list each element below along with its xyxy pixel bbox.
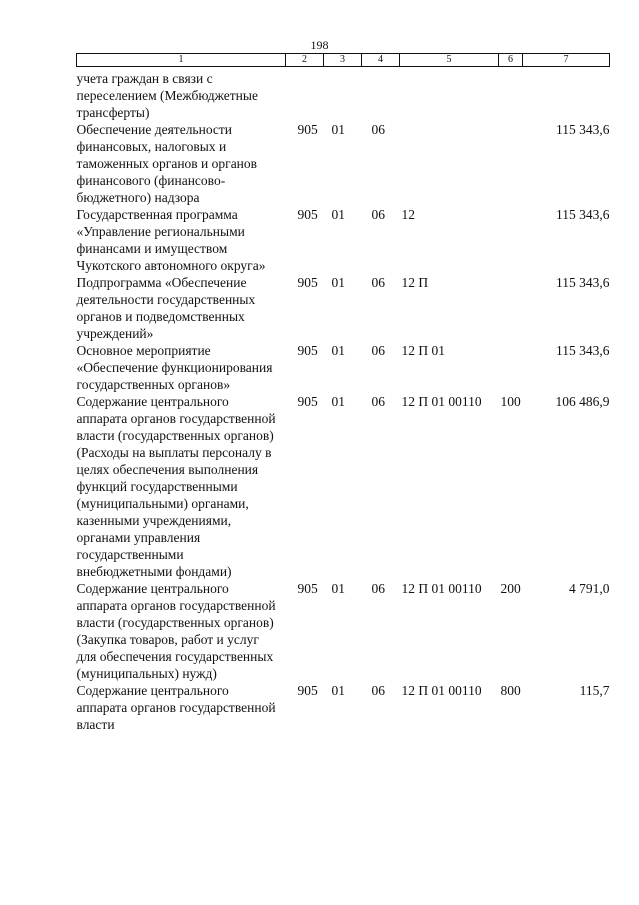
row-description: Подпрограмма «Обеспечение деятельности государственных органов и подведомственных учреждений» — [76, 275, 256, 341]
target-item-code: 12 П 01 00110 — [401, 394, 482, 409]
column-header: 4 — [362, 54, 400, 67]
ministry-code: 905 — [297, 275, 318, 290]
amount-value: 4 791,0 — [569, 581, 610, 596]
ministry-code: 905 — [297, 683, 318, 698]
subsection-code: 06 — [371, 343, 385, 358]
target-item-code — [400, 121, 499, 206]
section-code: 01 — [331, 394, 345, 409]
row-description: Государственная программа «Управление региональными финансами и имуществом Чукотского автономного округа» — [76, 207, 266, 273]
target-item-code: 12 — [401, 207, 415, 222]
page-number: 198 — [310, 38, 329, 52]
amount-value — [523, 67, 610, 122]
ministry-code: 905 — [297, 343, 318, 358]
table-row — [77, 393, 610, 580]
column-header: 1 — [77, 54, 286, 67]
section-code — [324, 67, 362, 122]
table-header-row — [77, 54, 610, 67]
ministry-code: 905 — [297, 207, 318, 222]
subsection-code — [362, 67, 400, 122]
ministry-code: 905 — [297, 581, 318, 596]
section-code: 01 — [331, 343, 345, 358]
column-header: 6 — [499, 54, 523, 67]
ministry-code: 905 — [297, 394, 318, 409]
budget-table — [76, 53, 610, 733]
section-code: 01 — [331, 207, 345, 222]
section-code: 01 — [331, 581, 345, 596]
row-description: учета граждан в связи с переселением (Межбюджетные трансферты) — [76, 71, 258, 120]
table-row — [77, 580, 610, 682]
row-description: Содержание центрального аппарата органов государственной власти (государственных органов) (Расходы на выплаты персоналу в целях обеспечения выполнения функций государственными (муниципальными) органами, казенными учреждениями, органами управления государственными внебюджетными фондами) — [76, 394, 276, 579]
subsection-code: 06 — [371, 683, 385, 698]
section-code: 01 — [331, 122, 345, 137]
ministry-code — [286, 67, 324, 122]
expense-type-code — [499, 342, 523, 393]
table-row — [77, 342, 610, 393]
subsection-code: 06 — [371, 122, 385, 137]
row-description: Основное мероприятие «Обеспечение функционирования государственных органов» — [76, 343, 273, 392]
section-code: 01 — [331, 275, 345, 290]
target-item-code: 12 П — [401, 275, 429, 290]
amount-value: 115 343,6 — [556, 343, 610, 358]
amount-value: 115,7 — [579, 683, 610, 698]
row-description: Обеспечение деятельности финансовых, налоговых и таможенных органов и органов финансового (финансово-бюджетного) надзора — [76, 122, 258, 205]
target-item-code: 12 П 01 00110 — [401, 581, 482, 596]
amount-value: 115 343,6 — [556, 207, 610, 222]
target-item-code: 12 П 01 00110 — [401, 683, 482, 698]
amount-value: 106 486,9 — [555, 394, 610, 409]
row-description: Содержание центрального аппарата органов государственной власти (государственных органов) (Закупка товаров, работ и услуг для обеспечения государственных (муниципальных) нужд) — [76, 581, 276, 681]
column-header: 5 — [400, 54, 499, 67]
ministry-code: 905 — [297, 122, 318, 137]
column-header: 7 — [523, 54, 610, 67]
table-row — [77, 682, 610, 733]
expense-type-code — [499, 274, 523, 342]
column-header: 3 — [324, 54, 362, 67]
table-row — [77, 121, 610, 206]
subsection-code: 06 — [371, 275, 385, 290]
expense-type-code: 800 — [500, 683, 521, 698]
subsection-code: 06 — [371, 207, 385, 222]
table-row — [77, 67, 610, 122]
subsection-code: 06 — [371, 394, 385, 409]
expense-type-code: 200 — [500, 581, 521, 596]
row-description: Содержание центрального аппарата органов государственной власти — [76, 683, 276, 732]
target-item-code: 12 П 01 — [401, 343, 445, 358]
expense-type-code — [499, 121, 523, 206]
amount-value: 115 343,6 — [556, 275, 610, 290]
table-row — [77, 206, 610, 274]
amount-value: 115 343,6 — [556, 122, 610, 137]
expense-type-code — [499, 67, 523, 122]
expense-type-code — [499, 206, 523, 274]
table-row — [77, 274, 610, 342]
expense-type-code: 100 — [500, 394, 521, 409]
subsection-code: 06 — [371, 581, 385, 596]
column-header: 2 — [286, 54, 324, 67]
section-code: 01 — [331, 683, 345, 698]
target-item-code — [400, 67, 499, 122]
